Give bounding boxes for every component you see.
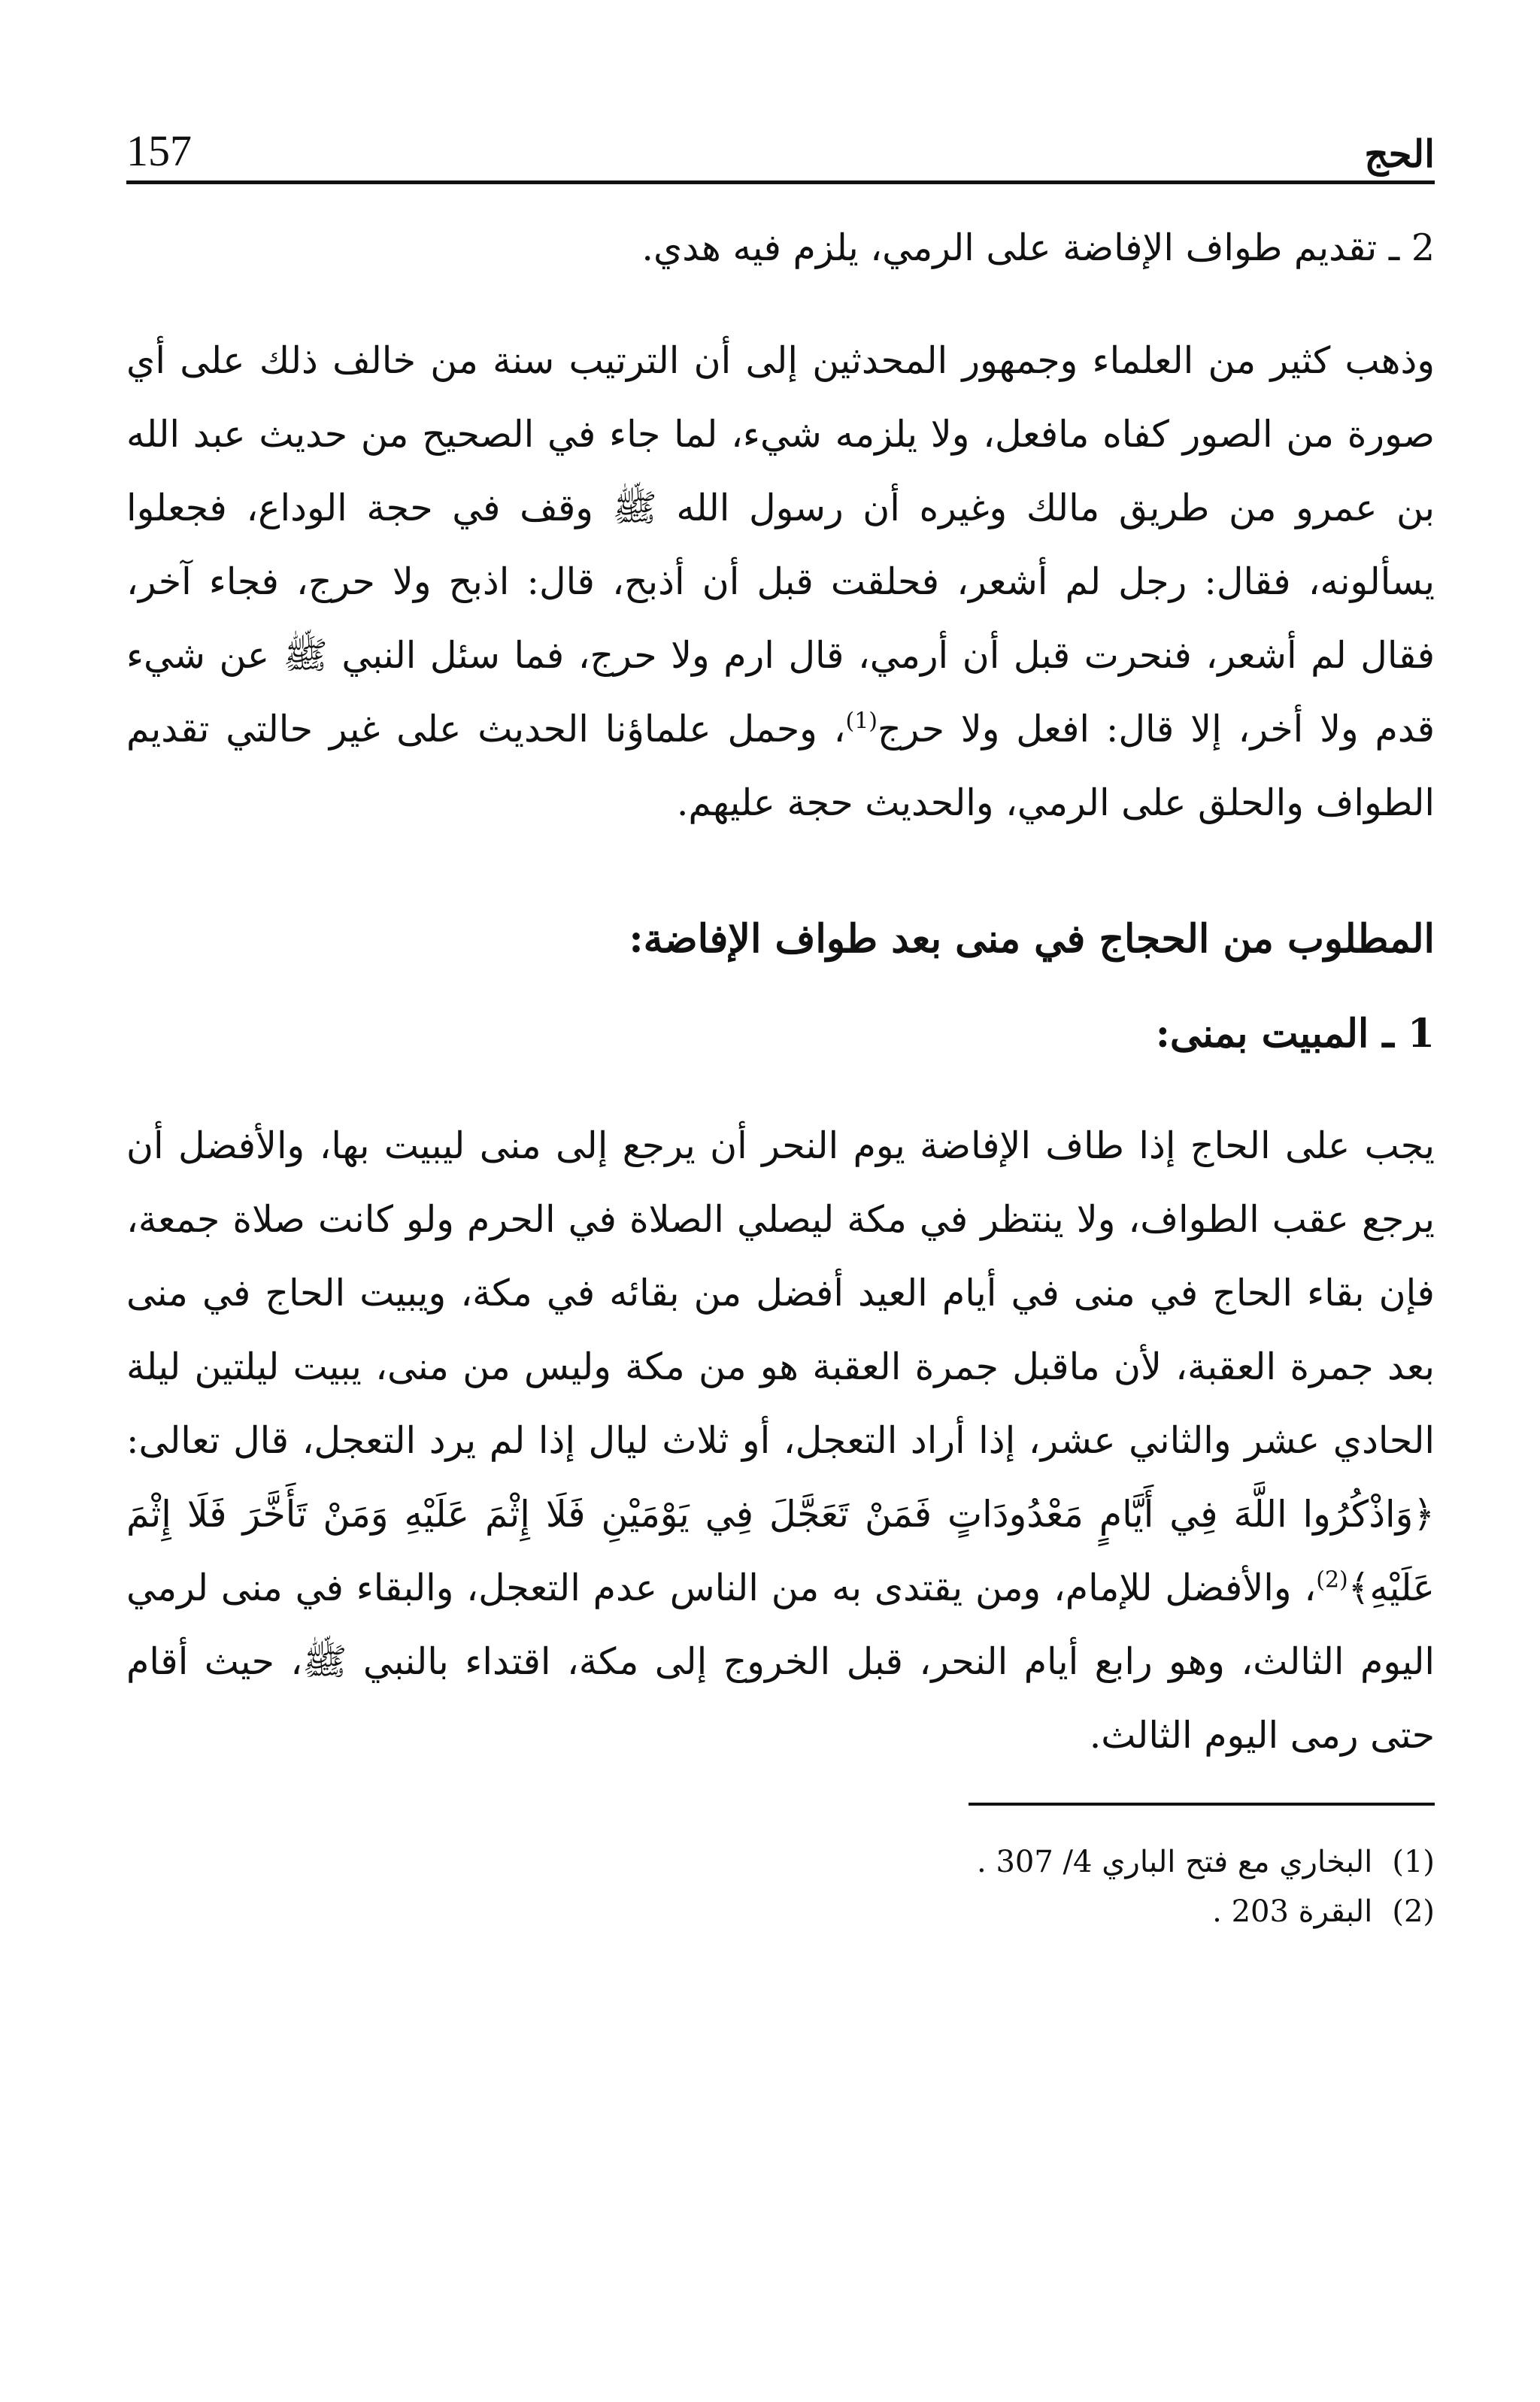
- footnote-divider: [969, 1803, 1435, 1806]
- paragraph-tarteeb: [126, 324, 1435, 840]
- footnote-number: (1): [1392, 1845, 1435, 1879]
- paragraph-mabeet-text-after: ، والأفضل للإمام، ومن يقتدى به من الناس عدم التعجل، والبقاء في منى لرمي اليوم الثالث، وهو رابع أيام النحر، قبل الخروج إلى مكة، اقتداء بالنبي ﷺ، حيث أقام حتى رمى اليوم الثالث.: [126, 1566, 1435, 1757]
- paragraph-mabeet-text: يجب على الحاج إذا طاف الإفاضة يوم النحر أن يرجع إلى منى ليبيت بها، والأفضل أن يرجع عقب الطواف، ولا ينتظر في مكة ليصلي الصلاة في الحرم ولو كانت صلاة جمعة، فإن بقاء الحاج في منى في أيام العيد أفضل من بقائه في مكة، ويبيت الحاج في منى بعد جمرة العقبة، لأن ماقبل جمرة العقبة هو من مكة وليس من منى، يبيت ليلتين ليلة الحادي عشر والثاني عشر، إذا أراد التعجل، أو ثلاث ليال إذا لم يرد التعجل، قال تعالى:: [126, 1124, 1435, 1462]
- sub-heading: 1 ـ المبيت بمنى:: [1155, 1011, 1435, 1057]
- paragraph-tarteeb-text: وذهب كثير من العلماء وجمهور المحدثين إلى أن الترتيب سنة من خالف ذلك على أي صورة من الصور كفاه مافعل، ولا يلزمه شيء، لما جاء في الصحيح من حديث عبد الله بن عمرو من طريق مالك وغيره أن رسول الله ﷺ وقف في حجة الوداع، فجعلوا يسألونه، فقال: رجل لم أشعر، فحلقت قبل أن أذبح، قال: اذبح ولا حرج، فجاء آخر، فقال لم أشعر، فنحرت قبل أن أرمي، قال ارم ولا حرج، فما سئل النبي ﷺ عن شيء قدم ولا أخر، إلا قال: افعل ولا حرج: [126, 339, 1435, 751]
- footnote-item: [126, 1887, 1435, 1936]
- running-title: الحج: [1364, 132, 1435, 176]
- footnotes: [126, 1837, 1435, 1936]
- footnote-ref-2: (2): [1316, 1566, 1348, 1594]
- footnote-item: [126, 1837, 1435, 1887]
- quran-verse: ﴿وَاذْكُرُوا اللَّهَ فِي أَيَّامٍ مَعْدُودَاتٍ فَمَنْ تَعَجَّلَ فِي يَوْمَيْنِ فَلَا إِثْمَ عَلَيْهِ وَمَنْ تَأَخَّرَ فَلَا إِثْمَ عَلَيْهِ﴾: [126, 1493, 1435, 1609]
- footnote-number: (2): [1392, 1894, 1435, 1929]
- page-header: [126, 90, 1435, 184]
- footnote-text: البقرة 203 .: [1212, 1894, 1373, 1929]
- paragraph-mabeet: [126, 1109, 1435, 1773]
- section-heading: المطلوب من الحجاج في منى بعد طواف الإفاضة:: [629, 916, 1435, 962]
- book-page: [126, 90, 1435, 1936]
- page-number: 157: [126, 126, 192, 175]
- paragraph-tarteeb-text-after: ، وحمل علماؤنا الحديث على غير حالتي تقديم الطواف والحلق على الرمي، والحديث حجة عليهم.: [126, 708, 1435, 824]
- footnote-ref-1: (1): [845, 708, 878, 735]
- footnote-text: البخاري مع فتح الباري 4/ 307 .: [977, 1845, 1373, 1879]
- intro-item: 2 ـ تقديم طواف الإفاضة على الرمي، يلزم فيه هدي.: [641, 226, 1435, 269]
